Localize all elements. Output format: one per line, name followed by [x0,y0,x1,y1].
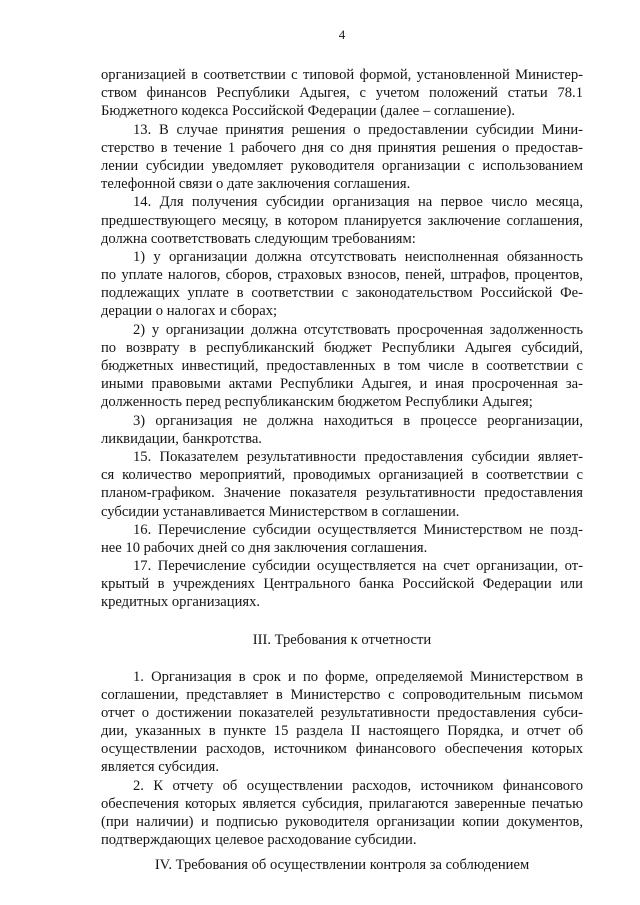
text-line: дии, указанных в пункте 15 раздела II настоящего Порядка, и отчет об [101,723,583,740]
text-line: обеспечения которых является субсидия, прилагаются заверенные печатью [101,795,583,812]
text-line: 14. Для получения субсидии организация на первое число месяца, [133,194,583,211]
text-line: дерации о налогах и сборах; [101,303,278,320]
paragraph-3-2 [101,777,583,850]
text-line: организацией в соответствии с типовой формой, установленной Министер- [101,67,583,83]
text-line: иными правовыми актами Республики Адыгея, и иная просроченная за- [101,376,583,393]
paragraph-continuation [101,66,583,121]
text-line: бюджетных инвестиций, предоставленных в том числе в соответствии с [101,358,583,374]
text-line: ством финансов Республики Адыгея, с учетом положений статьи 78.1 [101,85,583,102]
text-line: 3) организация не должна находиться в процессе реорганизации, [133,412,583,429]
page-number: 4 [338,27,346,42]
text-line: ликвидации, банкротства. [101,430,262,447]
text-line: осуществлении расходов, источником финансового обеспечения которых [101,741,583,758]
text-line: 17. Перечисление субсидии осуществляется на счет организации, от- [133,558,583,575]
text-line: субсидии устанавливается Министерством в соглашении. [101,503,460,520]
text-line: ся количество мероприятий, проводимых организацией в соответствии с [101,467,583,484]
text-line: нее 10 рабочих дней со дня заключения соглашения. [101,539,428,556]
text-line: соглашении, представляет в Министерство с сопроводительным письмом [101,686,583,703]
text-line: 2) у организации должна отсутствовать просроченная задолженность [133,321,583,338]
text-line: по уплате налогов, сборов, страховых взносов, пеней, штрафов, процентов, [101,267,583,284]
text-line: подлежащих уплате в соответствии с законодательством Российской Фе- [101,285,583,302]
paragraph-3-1 [101,668,583,777]
paragraph-17 [101,557,583,612]
text-line: планом-графиком. Значение показателя результативности предоставления [101,485,583,502]
paragraph-14 [101,193,583,248]
section-heading-4: IV. Требования об осуществлении контроля за соблюдением [154,857,530,874]
document-body [101,66,583,875]
paragraph-14-3 [101,412,583,448]
text-line: 2. К отчету об осуществлении расходов, источником финансового [133,777,583,794]
text-line: телефонной связи о дате заключения соглашения. [101,176,411,193]
text-line: долженность перед республиканским бюджетом Республики Адыгея; [101,394,533,411]
text-line: 16. Перечисление субсидии осуществляется Министерством не позд- [133,521,583,538]
text-line: должна соответствовать следующим требованиям: [101,230,416,247]
text-line: стерство в течение 1 рабочего дня со дня принятия решения о предостав- [101,139,583,156]
text-line: 13. В случае принятия решения о предоставлении субсидии Мини- [133,121,583,138]
paragraph-14-2 [101,321,583,412]
text-line: является субсидия. [101,759,219,776]
text-line: Бюджетного кодекса Российской Федерации (далее – соглашение). [101,103,515,120]
paragraph-15 [101,448,583,521]
text-line: 1) у организации должна отсутствовать неисполненная обязанность [133,248,583,265]
text-line: по возврату в республиканский бюджет Республики Адыгея субсидий, [101,339,583,356]
text-line: подтверждающих целевое расходование субсидии. [101,832,417,849]
text-line: предшествующего месяцу, в котором планируется заключение соглашения, [101,212,583,229]
text-line: (при наличии) и подписью руководителя организации копии документов, [101,814,583,830]
text-line: 15. Показателем результативности предоставления субсидии являет- [133,448,583,465]
text-line: лении субсидии уведомляет руководителя организации с использованием [101,157,583,174]
paragraph-13 [101,121,583,194]
text-line: отчет о достижении показателей результативности предоставления субси- [101,704,583,721]
text-line: кредитных организациях. [101,594,261,611]
section-heading-3: III. Требования к отчетности [252,631,432,648]
text-line: 1. Организация в срок и по форме, определяемой Министерством в [133,668,583,685]
paragraph-16 [101,521,583,557]
paragraph-14-1 [101,248,583,321]
text-line: крытый в учреждениях Центрального банка Российской Федерации или [101,576,583,593]
